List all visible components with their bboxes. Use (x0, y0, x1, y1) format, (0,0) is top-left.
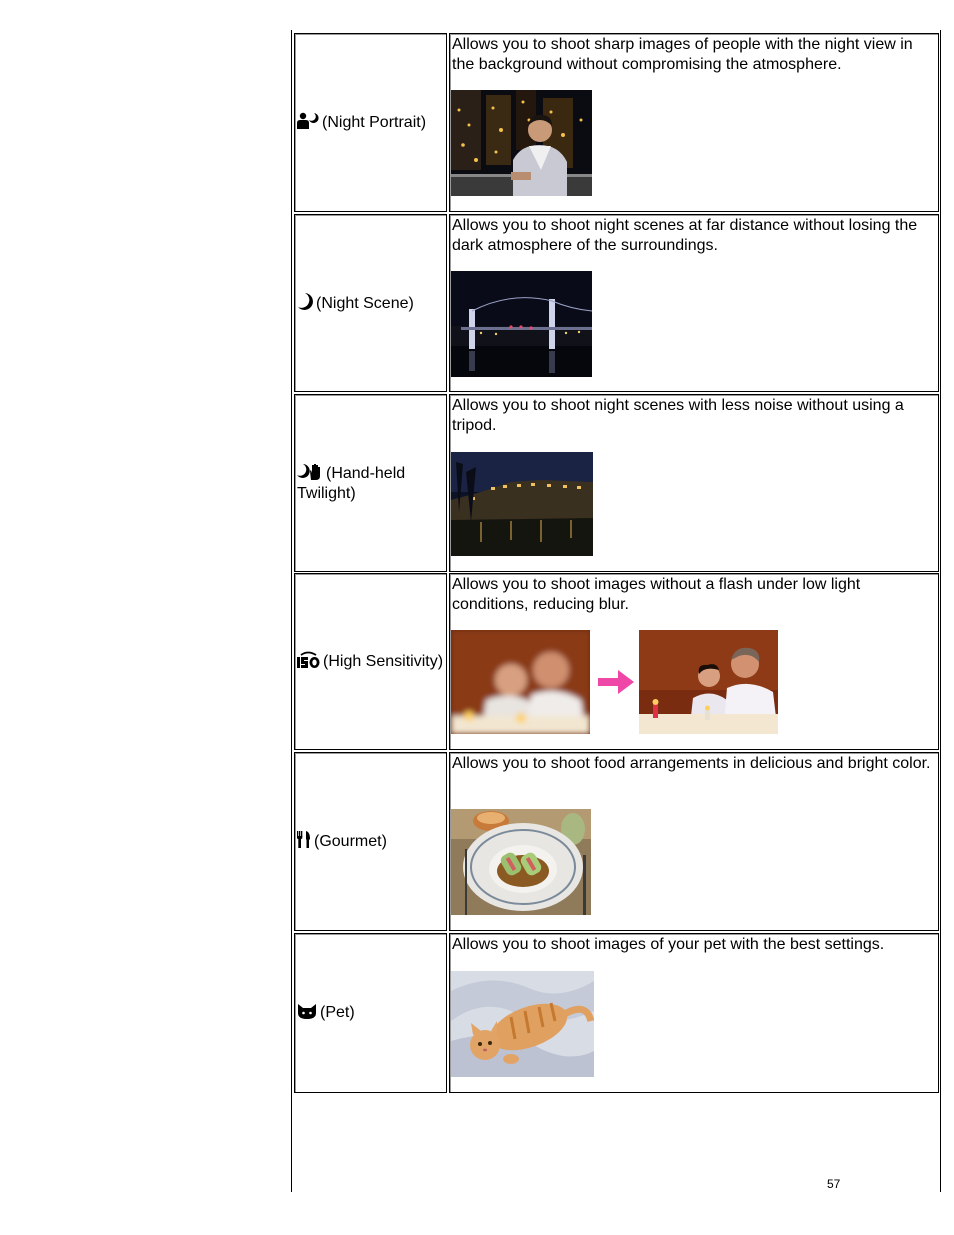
cat-icon (297, 1003, 317, 1019)
sharp-dinner-photo (639, 630, 778, 734)
scene-label-cell (294, 933, 447, 1093)
scene-label: (Gourmet) (314, 833, 387, 850)
page-left-rule (291, 30, 292, 1192)
scene-label: (Pet) (320, 1004, 355, 1021)
scene-description: Allows you to shoot images of your pet with the best settings. (452, 936, 885, 953)
scene-description-cell (449, 214, 939, 392)
scene-description-cell (449, 573, 939, 750)
scene-row-high-sensitivity (294, 573, 939, 750)
blurred-dinner-photo (451, 630, 590, 734)
scene-description: Allows you to shoot sharp images of people with the night view in the background without compromising the atmosphere. (452, 36, 913, 73)
hand-held-twilight-icon (297, 463, 323, 480)
scene-row-gourmet (294, 752, 939, 931)
scene-description: Allows you to shoot food arrangements in delicious and bright color. (452, 755, 931, 772)
hand-held-twilight-photo (451, 452, 593, 556)
pet-photo (451, 971, 594, 1077)
iso-icon (297, 651, 320, 668)
scene-description-cell (449, 33, 939, 212)
scene-label-cell (294, 573, 447, 750)
scene-label-cell (294, 214, 447, 392)
scene-label: (Hand-held Twilight) (297, 464, 406, 502)
scene-description-cell (449, 752, 939, 931)
page-right-rule (940, 30, 941, 1192)
scene-row-night-portrait (294, 33, 939, 212)
scene-description: Allows you to shoot night scenes at far distance without losing the dark atmosphere of the surroundings. (452, 217, 918, 254)
scene-label-cell (294, 752, 447, 931)
night-scene-photo (451, 271, 592, 377)
scene-label-cell (294, 33, 447, 212)
page-number: 57 (827, 1177, 841, 1191)
fork-knife-icon (297, 831, 311, 848)
scene-description-cell (449, 394, 939, 572)
night-portrait-icon (297, 112, 319, 129)
scene-row-pet (294, 933, 939, 1093)
scene-label: (High Sensitivity) (323, 653, 444, 670)
scene-description: Allows you to shoot images without a flash under low light conditions, reducing blur. (452, 576, 861, 613)
scene-label: (Night Portrait) (322, 114, 427, 131)
gourmet-photo (451, 809, 591, 915)
scene-row-hand-held-twilight (294, 394, 939, 572)
scene-description-cell (449, 933, 939, 1093)
scene-description: Allows you to shoot night scenes with less noise without using a tripod. (452, 397, 904, 434)
arrow-right-icon (598, 670, 634, 694)
scene-row-night-scene (294, 214, 939, 392)
scene-label-cell (294, 394, 447, 572)
moon-icon (297, 293, 313, 310)
scene-label: (Night Scene) (316, 294, 414, 312)
night-portrait-photo (451, 90, 592, 196)
